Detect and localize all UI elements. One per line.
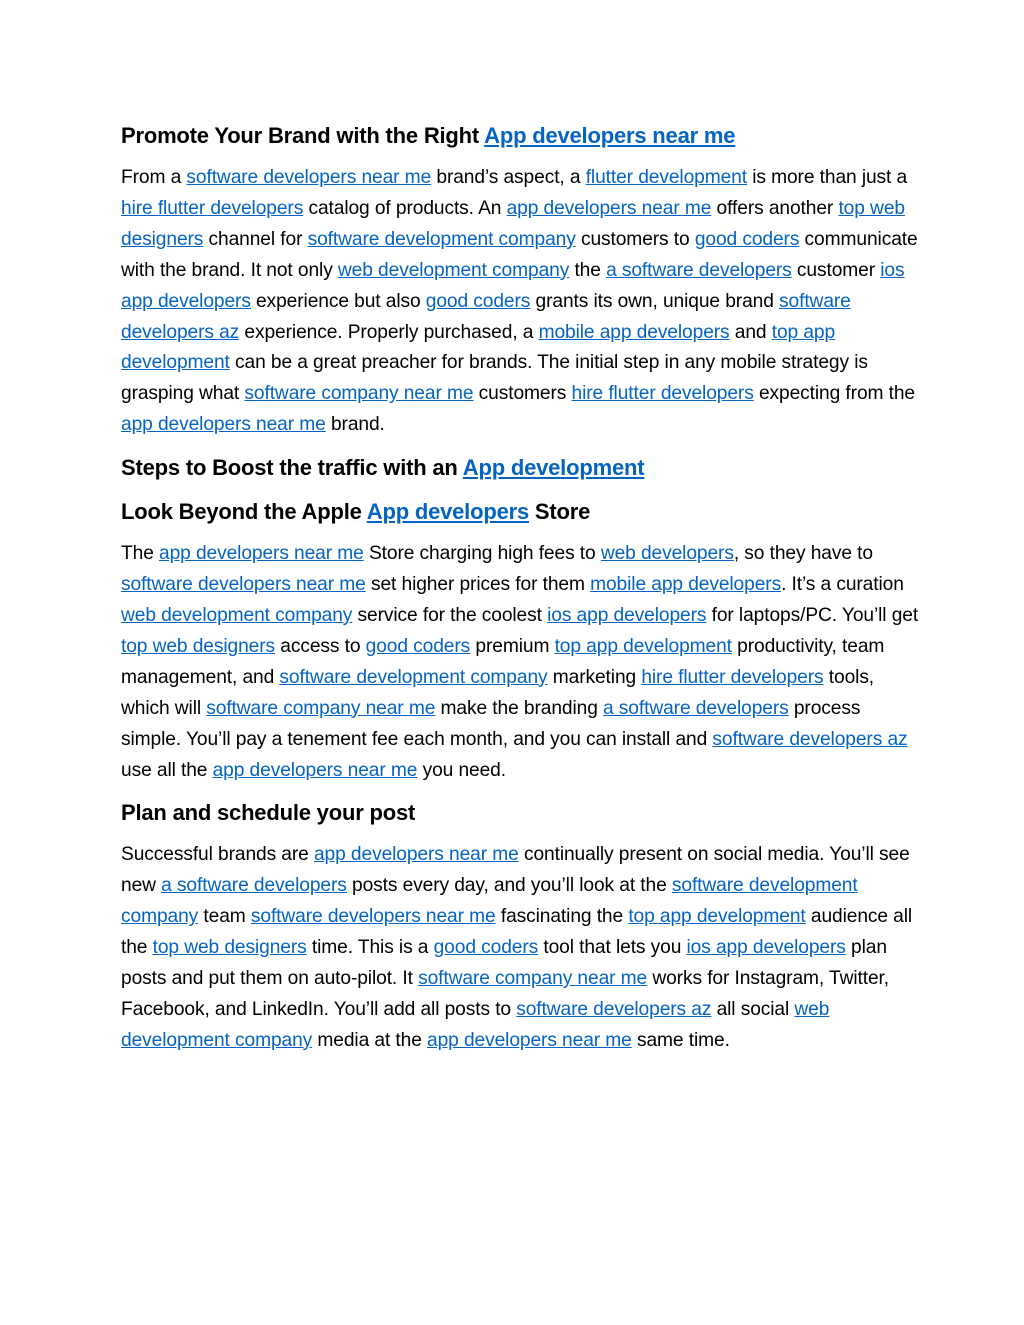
text-run: for laptops/PC. You’ll get [706,604,919,626]
heading-boost-traffic [121,455,921,481]
text-run: The [121,543,159,565]
text-run: premium [470,635,555,657]
text-run: Store charging high fees to [363,543,601,565]
hyperlink[interactable]: ios app developers [121,259,905,312]
hyperlink[interactable]: good coders [365,635,471,657]
hyperlink[interactable]: software developers az [712,728,908,750]
document-page [121,118,921,1057]
text-run: experience. Properly purchased, a [239,321,539,343]
paragraph-app-store [121,539,921,786]
hyperlink[interactable]: top web designers [152,937,307,959]
hyperlink[interactable]: App developers [366,499,530,525]
text-run: make the branding [435,697,603,719]
text-run: use all the [121,759,213,781]
text-run: communicate with the brand. It not only [121,228,918,281]
hyperlink[interactable]: good coders [694,228,800,250]
text-run: time. This is a [306,937,434,959]
text-run: marketing [547,666,642,688]
hyperlink[interactable]: good coders [433,937,539,959]
text-run: Look Beyond the Apple [121,499,367,525]
text-run: the [569,259,607,281]
hyperlink[interactable]: a software developers [161,875,347,897]
hyperlink[interactable]: hire flutter developers [571,383,754,405]
hyperlink[interactable]: app developers near me [121,414,326,436]
hyperlink[interactable]: software development company [279,666,548,688]
text-run: brand’s aspect, a [431,167,586,188]
text-run: service for the coolest [352,604,548,626]
text-run: , so they have to [733,543,873,565]
text-run: Successful brands are [121,844,314,866]
hyperlink[interactable]: software developers az [516,998,712,1020]
hyperlink[interactable]: app developers near me [159,543,364,565]
text-run: customer [791,259,881,281]
text-run: media at the [312,1029,428,1051]
text-run: From a [121,167,187,188]
hyperlink[interactable]: ios app developers [686,937,846,959]
text-run: posts every day, and you’ll look at the [346,875,672,897]
hyperlink[interactable]: web development company [337,259,570,281]
heading-look-beyond-apple [121,499,921,525]
text-run: and [729,321,772,343]
text-run: customers to [575,228,695,250]
hyperlink[interactable]: web development company [121,998,830,1051]
text-run: is more than just a [746,167,908,188]
text-run: Store [529,499,591,525]
hyperlink[interactable]: good coders [425,290,531,312]
hyperlink[interactable]: mobile app developers [590,574,782,596]
hyperlink[interactable]: top app development [628,906,806,928]
heading-promote-brand [121,123,921,149]
hyperlink[interactable]: top app development [554,635,732,657]
text-run: fascinating the [495,906,629,928]
hyperlink[interactable]: web developers [600,543,734,565]
text-run: experience but also [250,290,426,312]
text-run: brand. [325,414,385,436]
text-run: customers [473,383,572,405]
text-run: team [198,906,251,928]
hyperlink[interactable]: app developers near me [506,197,712,219]
text-run: same time. [631,1029,730,1051]
text-run: continually present on social media. You’ll see new [121,844,910,897]
hyperlink[interactable]: software company near me [206,697,436,719]
text-run: expecting from the [753,383,915,405]
text-run: set higher prices for them [365,574,591,596]
paragraph-successful-brands [121,840,921,1056]
text-run: tools, which will [121,666,875,719]
hyperlink[interactable]: software company near me [244,383,474,405]
paragraph-brand-aspect [121,163,921,441]
text-run: plan posts and put them on auto-pilot. It [121,937,887,990]
text-run: all social [711,998,795,1020]
hyperlink[interactable]: a software developers [603,697,789,719]
text-run: Plan and schedule your post [121,800,416,826]
hyperlink[interactable]: hire flutter developers [121,197,304,219]
hyperlink[interactable]: app developers near me [212,759,418,781]
hyperlink[interactable]: software developers near me [250,906,496,928]
hyperlink[interactable]: software developers az [121,290,851,343]
hyperlink[interactable]: top web designers [121,635,276,657]
hyperlink[interactable]: top app development [121,321,836,374]
hyperlink[interactable]: a software developers [606,259,792,281]
hyperlink[interactable]: software development company [121,875,858,928]
hyperlink[interactable]: App developers near me [484,123,736,148]
text-run: works for Instagram, Twitter, Facebook, and LinkedIn. You’ll add all posts to [121,968,890,1020]
hyperlink[interactable]: ios app developers [547,604,707,626]
text-run: grants its own, unique brand [530,290,780,312]
text-run: tool that lets you [538,937,687,959]
text-run: productivity, team management, and [121,635,885,688]
hyperlink[interactable]: software developers near me [186,167,432,188]
text-run: offers another [711,197,839,219]
text-run: you need. [417,759,506,781]
text-run: can be a great preacher for brands. The initial step in any mobile strategy is grasping what [121,352,868,405]
text-run: . It’s a curation [781,574,904,596]
hyperlink[interactable]: web development company [121,604,353,626]
hyperlink[interactable]: software company near me [418,968,648,990]
text-run: process simple. You’ll pay a tenement fee each month, and you can install and [121,697,861,750]
hyperlink[interactable]: software developers near me [121,574,366,596]
hyperlink[interactable]: mobile app developers [538,321,730,343]
hyperlink[interactable]: top web designers [121,197,905,250]
text-run: audience all the [121,906,913,959]
hyperlink[interactable]: software development company [307,228,576,250]
hyperlink[interactable]: App development [462,455,645,481]
hyperlink[interactable]: hire flutter developers [641,666,824,688]
text-run: Steps to Boost the traffic with an [121,455,463,481]
hyperlink[interactable]: app developers near me [313,844,519,866]
text-run: Promote Your Brand with the Right [121,123,485,148]
text-run: channel for [203,228,308,250]
hyperlink[interactable]: app developers near me [427,1029,632,1051]
text-run: access to [275,635,366,657]
text-run: catalog of products. An [303,197,507,219]
heading-plan-schedule [121,800,921,826]
hyperlink[interactable]: flutter development [585,167,747,188]
